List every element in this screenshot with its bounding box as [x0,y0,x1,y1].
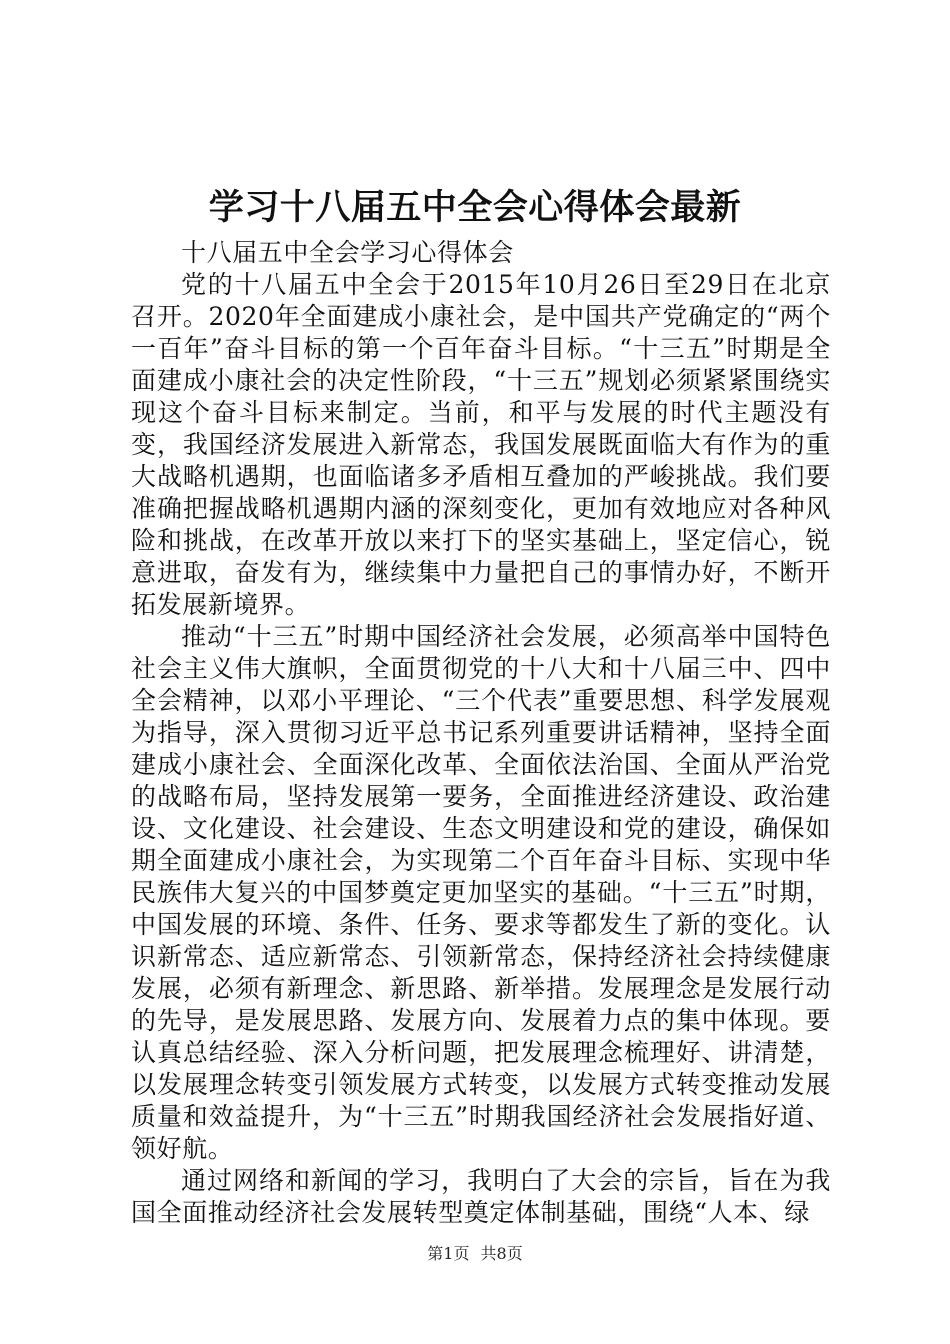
page-footer [0,1243,950,1265]
paragraph: 党的十八届五中全会于2015年10月26日至29日在北京召开。2020年全面建成小康社会，是中国共产党确定的“两个一百年”奋斗目标的第一个百年奋斗目标。“十三五”时期是全面建成小康社会的决定性阶段，“十三五”规划必须紧紧围绕实现这个奋斗目标来制定。当前，和平与发展的时代主题没有变，我国经济发展进入新常态，我国发展既面临大有作为的重大战略机遇期，也面临诸多矛盾相互叠加的严峻挑战。我们要准确把握战略机遇期内涵的深刻变化，更加有效地应对各种风险和挑战，在改革开放以来打下的坚实基础上，坚定信心，锐意进取，奋发有为，继续集中力量把自己的事情办好，不断开拓发展新境界。 [131,270,831,619]
paragraph: 通过网络和新闻的学习，我明白了大会的宗旨，旨在为我国全面推动经济社会发展转型奠定体制基础，围绕“人本、绿 [131,1166,831,1227]
document-body [131,237,831,1229]
subtitle-line: 十八届五中全会学习心得体会 [181,238,514,267]
page-total: 共8页 [480,1244,523,1263]
paragraph: 推动“十三五”时期中国经济社会发展，必须高举中国特色社会主义伟大旗帜，全面贯彻党的十八大和十八届三中、四中全会精神，以邓小平理论、“三个代表”重要思想、科学发展观为指导，深入贯彻习近平总书记系列重要讲话精神，坚持全面建成小康社会、全面深化改革、全面依法治国、全面从严治党的战略布局，坚持发展第一要务，全面推进经济建设、政治建设、文化建设、社会建设、生态文明建设和党的建设，确保如期全面建成小康社会，为实现第二个百年奋斗目标、实现中华民族伟大复兴的中国梦奠定更加坚实的基础。“十三五”时期，中国发展的环境、条件、任务、要求等都发生了新的变化。认识新常态、适应新常态、引领新常态，保持经济社会持续健康发展，必须有新理念、新思路、新举措。发展理念是发展行动的先导，是发展思路、发展方向、发展着力点的集中体现。要认真总结经验、深入分析问题，把发展理念梳理好、讲清楚，以发展理念转变引领发展方式转变，以发展方式转变推动发展质量和效益提升，为“十三五”时期我国经济社会发展指好道、领好航。 [131,622,831,1163]
document-title: 学习十八届五中全会心得体会最新 [208,188,742,228]
page-number: 第1页 [427,1244,470,1263]
